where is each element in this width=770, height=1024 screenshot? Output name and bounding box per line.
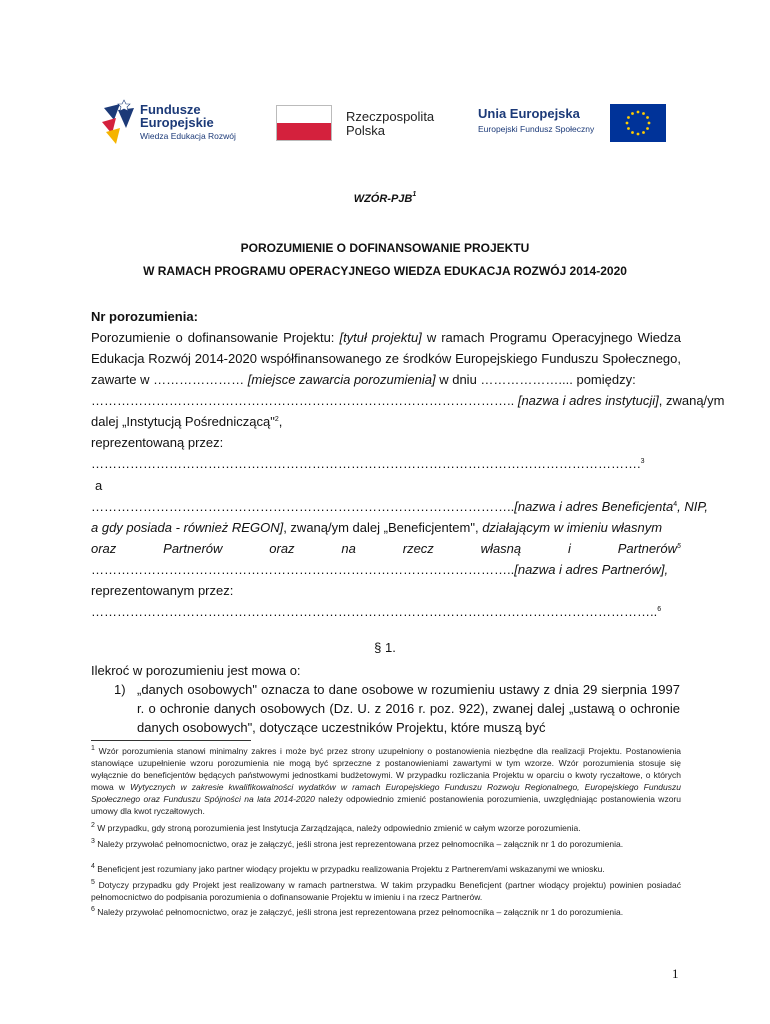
eu-star [646, 127, 649, 130]
fe-star-icon [100, 98, 136, 146]
eu-flag-icon [610, 104, 666, 142]
body-line-14: …………………………………………………………………………………………………………………..$^6$ [91, 604, 662, 619]
eu-star [626, 122, 629, 125]
body-line-8: a [95, 478, 103, 493]
ue-title: Unia Europejska [478, 106, 580, 121]
eu-star [642, 112, 645, 115]
ue-sub: Europejski Fundusz Społeczny [478, 124, 595, 134]
unia-europejska-logo [478, 104, 670, 144]
fe-line2: Europejskie [140, 115, 214, 130]
body-line-10: a gdy posiada - również REGON], zwaną/ym dalej „Beneficjentem", działającym w imieniu własnym [91, 520, 663, 535]
agreement-number-label: Nr porozumienia: [91, 309, 198, 324]
body-line-9: ……………………………………………………………………………………..[nazwa i adres Beneficjenta$^4$, NIP, [91, 499, 708, 514]
eu-star [637, 133, 640, 136]
eu-star [637, 111, 640, 114]
body-line-5: dalej „Instytucją Pośredniczącą"$^2$, [91, 414, 283, 429]
eu-star [646, 116, 649, 119]
fe-sub: Wiedza Edukacja Rozwój [140, 131, 236, 141]
body-line-12: ……………………………………………………………………………………..[nazwa i adres Partnerów], [91, 562, 669, 577]
rzeczpospolita-logo [276, 102, 456, 144]
rp-line2: Polska [346, 123, 386, 138]
document-title: POROZUMIENIE O DOFINANSOWANIE PROJEKTU [240, 241, 530, 255]
footnote: $^6$ Należy przywołać pełnomocnictwo, oraz je załączyć, jeśli strona jest reprezentowana przez pełnomocnika – załącznik nr 1 do porozumienia. [91, 906, 624, 917]
footnote: $^3$ Należy przywołać pełnomocnictwo, oraz je załączyć, jeśli strona jest reprezentowana przez pełnomocnika – załącznik nr 1 do porozumienia. [91, 838, 624, 849]
fe-line1: Fundusze [140, 102, 201, 117]
eu-star [627, 127, 630, 130]
footnote-separator [91, 740, 251, 741]
template-label: WZÓR-PJB$^1$ [353, 191, 417, 205]
fundusze-europejskie-logo [100, 98, 250, 146]
document-subtitle: W RAMACH PROGRAMU OPERACYJNEGO WIEDZA EDUKACJA ROZWÓJ 2014-2020 [143, 264, 627, 278]
body-line-13: reprezentowanym przez: [91, 583, 234, 598]
eu-star [648, 122, 651, 125]
page-number: 1 [672, 966, 679, 981]
logo-bar [100, 98, 670, 148]
list-item: 1) „danych osobowych" oznacza to dane osobowe w rozumieniu ustawy z dnia 29 sierpnia 1997 r. o ochronie danych osobowych (Dz. U. z 2016 r. poz. 922), zwanej dalej „ustawą o ochronie danych osobowych", dotyczące uczestników Projektu, które muszą być [114, 682, 680, 735]
eu-star [627, 116, 630, 119]
footnote: $^5$ Dotyczy przypadku gdy Projekt jest realizowany w ramach partnerstwa. W takim przypadku Beneficjent (partner wiodący projektu) powinien posiadać pełnomocnictwo do podpisania porozumienia o dofinansowanie Projektu w imieniu i na rzecz Partnerów. [91, 879, 681, 902]
footnote: $^1$ Wzór porozumienia stanowi minimalny zakres i może być przez strony uzupełniony o postanowienia niezbędne dla realizacji Projektu. Postanowienia stanowiące uzupełnienie wzoru porozumienia nie mogą być sprzeczne z postanowieniami zawartymi w tym wzorze. Wzór porozumienia stosuje się wyłącznie do beneficjentów będących państwowymi jednostkami budżetowymi. W przypadku rozliczania Projektu w oparciu o kwoty ryczałtowe, o których mowa w Wytycznych w zakresie kwalifikowalności wydatków w ramach Europejskiego Funduszu Rozwoju Regionalnego, Europejskiego Funduszu Społecznego oraz Funduszu Spójności na lata 2014-2020 należy odpowiednio zmienić postanowienia porozumienia, uwzględniając postanowienia wzoru umowy dla kwot ryczałtowych. [91, 745, 681, 816]
polish-flag-icon [276, 105, 332, 141]
body-line-4: …………………………………………………………………………………….. [nazwa i adres instytucji], zwaną/ym [91, 393, 725, 408]
body-line-3: zawarte w ………………… [miejsce zawarcia porozumienia] w dniu ……………….... pomiędzy: [91, 372, 636, 387]
footnote: $^2$ W przypadku, gdy stroną porozumienia jest Instytucja Zarządzająca, należy odpowiednio zmienić w całym wzorze porozumienia. [91, 822, 581, 833]
body-line-2: Edukacja Rozwój 2014-2020 współfinansowanego ze środków Europejskiego Funduszu Społecznego, [91, 351, 681, 366]
body-line-1: Porozumienie o dofinansowanie Projektu: [tytuł projektu] w ramach Programu Operacyjnego Wiedza [91, 330, 681, 345]
body-line-7: ……………………………………………………………………………………………………………….$^3$ [91, 456, 645, 471]
section-heading: § 1. [374, 640, 396, 655]
footnote: $^4$ Beneficjent jest rozumiany jako partner wiodący projektu w przypadku realizowania Projektu z Partnerem/ami wskazanymi we wniosku. [91, 863, 605, 874]
eu-star [631, 112, 634, 115]
section-intro: Ilekroć w porozumieniu jest mowa o: [91, 663, 301, 678]
eu-star [631, 131, 634, 134]
rp-line1: Rzeczpospolita [346, 109, 435, 124]
body-line-11: oraz Partnerów oraz na rzecz własną i Partnerów$^5$ [91, 541, 681, 556]
eu-star [642, 131, 645, 134]
body-line-6: reprezentowaną przez: [91, 435, 224, 450]
